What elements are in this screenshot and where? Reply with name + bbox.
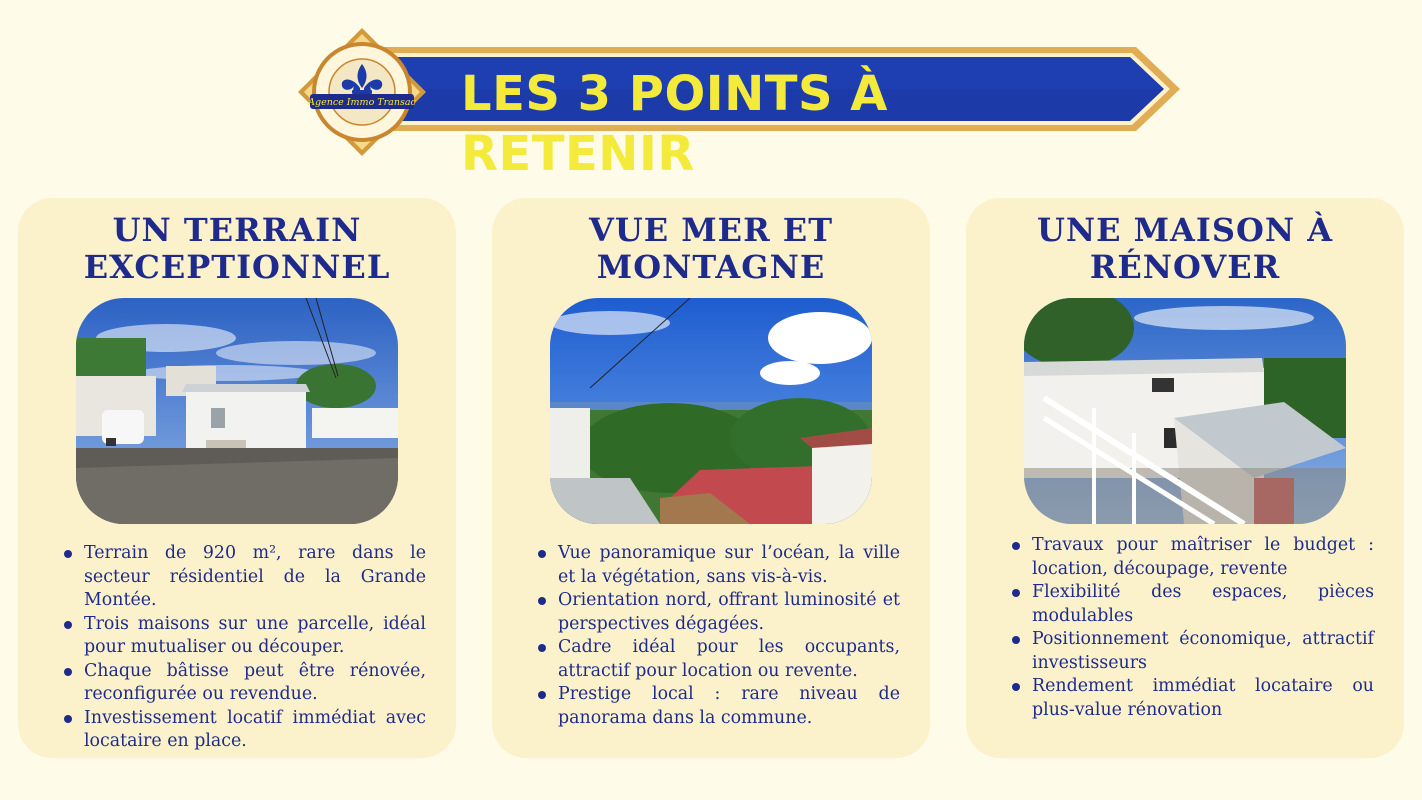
list-item bbox=[536, 589, 900, 636]
list-item-text: Investissement locatif immédiat avec locataire en place. bbox=[84, 707, 426, 751]
list-item-text: Terrain de 920 m², rare dans le secteur résidentiel de la Grande Montée. bbox=[84, 543, 426, 610]
bullet-dot-icon bbox=[1012, 683, 1020, 691]
list-item-text: Vue panoramique sur l’océan, la ville et la végétation, sans vis-à-vis. bbox=[558, 543, 900, 587]
list-item bbox=[62, 660, 426, 707]
list-item-text: Rendement immédiat locataire ou plus-value rénovation bbox=[1032, 676, 1374, 720]
photo-maison bbox=[1024, 298, 1346, 524]
bullet-dot-icon bbox=[1012, 542, 1020, 550]
list-item bbox=[536, 636, 900, 683]
page-title: LES 3 POINTS À RETENIR bbox=[461, 66, 888, 182]
bullet-dot-icon bbox=[64, 550, 72, 558]
svg-text:Agence Immo Transac: Agence Immo Transac bbox=[308, 97, 416, 108]
list-item-text: Trois maisons sur une parcelle, idéal pour mutualiser ou découper. bbox=[84, 613, 426, 657]
bullet-list bbox=[62, 542, 426, 754]
bullet-dot-icon bbox=[538, 597, 546, 605]
bullet-dot-icon bbox=[538, 691, 546, 699]
list-item-text: Flexibilité des espaces, pièces modulables bbox=[1032, 582, 1374, 626]
list-item bbox=[62, 707, 426, 754]
photo-vue-mer bbox=[550, 298, 872, 524]
list-item-text: Positionnement économique, attractif investisseurs bbox=[1032, 629, 1374, 673]
list-item bbox=[1010, 675, 1374, 722]
photo-terrain bbox=[76, 298, 398, 524]
list-item-text: Cadre idéal pour les occupants, attractif pour location ou revente. bbox=[558, 637, 900, 681]
bullet-list bbox=[1010, 534, 1374, 722]
list-item-text: Orientation nord, offrant luminosité et perspectives dégagées. bbox=[558, 590, 900, 634]
list-item bbox=[1010, 628, 1374, 675]
bullet-dot-icon bbox=[64, 715, 72, 723]
list-item bbox=[1010, 534, 1374, 581]
card-title-line: EXCEPTIONNEL bbox=[83, 248, 391, 286]
card-terrain bbox=[18, 198, 456, 758]
list-item bbox=[62, 613, 426, 660]
list-item-text: Prestige local : rare niveau de panorama dans la commune. bbox=[558, 684, 900, 728]
list-item bbox=[62, 542, 426, 613]
bullet-list bbox=[536, 542, 900, 730]
agency-logo bbox=[296, 26, 428, 158]
list-item bbox=[536, 683, 900, 730]
bullet-dot-icon bbox=[538, 550, 546, 558]
bullet-dot-icon bbox=[1012, 636, 1020, 644]
bullet-dot-icon bbox=[538, 644, 546, 652]
title-banner bbox=[296, 26, 1196, 182]
card-title-line: RÉNOVER bbox=[1089, 248, 1281, 286]
card-vue-mer bbox=[492, 198, 930, 758]
list-item-text: Travaux pour maîtriser le budget : location, découpage, revente bbox=[1032, 535, 1374, 579]
list-item-text: Chaque bâtisse peut être rénovée, reconfigurée ou revendue. bbox=[84, 660, 426, 704]
card-title-line: VUE MER ET bbox=[588, 211, 833, 249]
list-item bbox=[536, 542, 900, 589]
bullet-dot-icon bbox=[64, 668, 72, 676]
list-item bbox=[1010, 581, 1374, 628]
card-title bbox=[492, 212, 930, 286]
card-title bbox=[18, 212, 456, 286]
card-title-line: UNE MAISON À bbox=[1036, 211, 1334, 249]
card-maison bbox=[966, 198, 1404, 758]
card-title-line: MONTAGNE bbox=[596, 248, 826, 286]
bullet-dot-icon bbox=[64, 621, 72, 629]
bullet-dot-icon bbox=[1012, 589, 1020, 597]
card-title-line: UN TERRAIN bbox=[112, 211, 362, 249]
card-title bbox=[966, 212, 1404, 286]
